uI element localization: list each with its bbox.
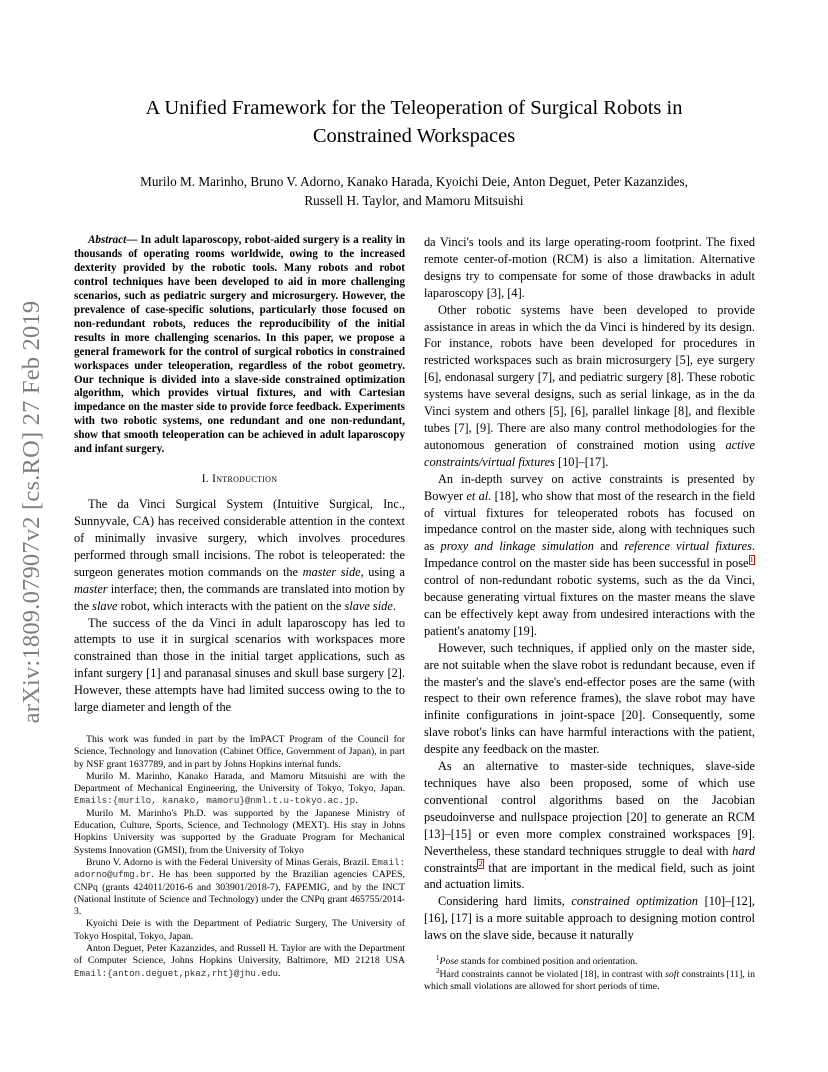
authors-line-2: Russell H. Taylor, and Mamoru Mitsuishi <box>304 193 524 208</box>
funding-footnote: This work was funded in part by the ImPACT Program of the Council for Science, Technology and Innovation (Cabinet Office, Government of Japan), in part by NSF grant 1637789, and in part by Johns Hopkins internal funds. <box>74 733 405 770</box>
emphasis: slave side <box>344 598 393 613</box>
emphasis: Pose <box>439 956 459 967</box>
left-footnotes <box>74 734 405 980</box>
abstract-dash: — <box>126 234 141 246</box>
affiliation-footnote-ufmg <box>74 857 405 918</box>
right-footnotes <box>424 953 755 994</box>
emphasis: proxy and linkage simulation <box>440 539 594 554</box>
text-run: and <box>593 539 625 554</box>
right-paragraph-0: da Vinci's tools and its large operating-room footprint. The fixed remote center-of-motion (RCM) is also a limitation. Alternative designs try to compensate for some of those drawbacks in adult laparoscopy [3], [4]. <box>424 235 755 300</box>
footnote-1 <box>424 953 755 969</box>
right-paragraph-5 <box>424 893 755 944</box>
text-run: Anton Deguet, Peter Kazanzides, and Russell H. Taylor are with the Department of Computer Science, Johns Hopkins University, Baltimore, MD 21218 USA <box>74 942 405 967</box>
arxiv-sidebar <box>14 262 50 762</box>
footnote-marker: 1 <box>436 953 440 962</box>
text-run: . He has been supported by the Brazilian agencies CAPES, CNPq (grants 424011/2016-6 and 303901/2018-7), FAPEMIG, and by the INCT (National Institute of Science and Technology) under the CNPq grant 465755/2014-3. <box>74 869 405 918</box>
text-run: Other robotic systems have been developed to provide assistance in areas in which the da Vinci is hindered by its design. For instance, robots have been developed for procedures in restricted workspaces such as brain microsurgery [5], eye surgery [6], endonasal surgery [7], and pediatric surgery [8]. These robotic systems have several designs, such as serial linkage, as in the da Vinci system and others [5], [6], parallel linkage [8], and flexible tubes [7], [9]. There are also many control methodologies for the autonomous generation of constrained motion using <box>424 302 755 452</box>
paper-title <box>60 94 768 150</box>
support-footnote-mext: Murilo M. Marinho's Ph.D. was supported by the Japanese Ministry of Education, Culture, Sports, Science, and Technology (MEXT). His stay in Johns Hopkins University was supported by the Graduate Program for Mechanical Systems Innovation (GMSI), from the University of Tokyo <box>74 807 405 856</box>
intro-paragraph-2: The success of the da Vinci in adult laparoscopy has led to attempts to use it in surgical scenarios with workspaces more constrained than those in the initial target applications, such as infant surgery [1] and paranasal sinuses and skull base surgery [2]. However, these attempts have had limited success owing to the to large diameter and length of the <box>74 615 405 715</box>
right-column <box>424 234 755 944</box>
right-paragraph-3: However, such techniques, if applied only on the master side, are not suitable when the slave robot is redundant because, even if the master's and the slave's end-effector poses are the same (with respect to their own reference frames), the slave robot may have infinite configurations in joint-space [20]. Consequently, some slave robot's links can have harmful interactions with the patient, despite any feedback on the master. <box>424 640 755 757</box>
text-run: constraints <box>424 860 478 875</box>
text-run: stands for combined position and orientation. <box>458 956 638 967</box>
text-run: constraints [11], in which small violations are allowed for short periods of time. <box>424 968 755 993</box>
affiliation-footnote-tokyo <box>74 771 405 808</box>
emphasis: et al. <box>466 488 492 503</box>
abstract-label: Abstract <box>88 234 127 246</box>
intro-paragraph-1 <box>74 496 405 614</box>
abstract <box>74 234 405 457</box>
email-address[interactable]: Email: adorno@ufmg.br <box>74 856 405 881</box>
emphasis: slave <box>92 598 118 613</box>
arxiv-identifier: arXiv:1809.07907v2 [cs.RO] 27 Feb 2019 <box>18 300 45 724</box>
text-run: robot, which interacts with the patient on the <box>117 598 345 613</box>
section-heading-introduction <box>74 471 405 488</box>
text-run: The da Vinci Surgical System (Intuitive Surgical, Inc., Sunnyvale, CA) has received considerable attention in the context of minimally invasive surgery, which involves procedures performed through small incisions. The robot is teleoperated: the surgeon generates motion commands on the <box>74 497 405 579</box>
text-run: that are important in the medical field, such as joint and actuation limits. <box>424 860 755 892</box>
text-run: [10]–[12], [16], [17] is a more suitable approach to designing motion control laws on the slave side, because it naturally <box>424 894 755 943</box>
text-run: interface; then, the commands are translated into motion by the <box>74 581 405 613</box>
text-run: [10]–[17]. <box>554 454 609 469</box>
text-run: using a <box>363 564 405 579</box>
text-run: An in-depth survey on active constraints is presented by Bowyer <box>424 471 755 503</box>
footnote-marker: 2 <box>436 966 440 975</box>
title-line-2: Constrained Workspaces <box>312 125 516 147</box>
section-number: I. <box>201 473 213 486</box>
emphasis: active constraints/virtual fixtures <box>424 437 755 469</box>
emphasis: master <box>74 581 108 596</box>
text-run: Bruno V. Adorno is with the Federal University of Minas Gerais, Brazil. <box>86 856 372 868</box>
emphasis: master side, <box>302 564 364 579</box>
text-run: Murilo M. Marinho, Kanako Harada, and Mamoru Mitsuishi are with the Department of Mechanical Engineering, the University of Tokyo, Tokyo, Japan. <box>74 770 405 795</box>
author-list <box>60 172 768 210</box>
email-address[interactable]: Email:{anton.deguet,pkaz,rht}@jhu.edu <box>74 967 278 979</box>
text-run: . <box>278 967 281 979</box>
abstract-text: In adult laparoscopy, robot-aided surgery is a reality in thousands of operating rooms worldwide, owing to the increased dexterity provided by the robotic tools. Many robots and robot control techniques have been developed to aid in more challenging scenarios, such as pediatric surgery and microsurgery. However, the prevalence of case-specific solutions, particularly those focused on non-redundant robots, reduces the reproducibility of the initial results in more challenging scenarios. In this paper, we propose a general framework for the control of surgical robotics in constrained workspaces under teleoperation, regardless of the robot geometry. Our technique is divided into a slave-side constrained optimization algorithm, which provides virtual fixtures, and with Cartesian impedance on the master side to provide force feedback. Experiments with two robotic systems, one redundant and one non-redundant, show that smooth teleoperation can be achieved in adult laparoscopy and infant surgery. <box>74 234 405 456</box>
affiliation-footnote-hospital: Kyoichi Deie is with the Department of Pediatric Surgery, The University of Tokyo Hospital, Tokyo, Japan. <box>74 918 405 942</box>
emphasis: soft <box>665 968 680 980</box>
text-run: [18], who show that most of the research in the field of virtual fixtures for teleoperated robots has focused on impedance control on the master side, along with techniques such as <box>424 488 755 554</box>
text-run: Considering hard limits, <box>438 894 572 909</box>
title-line-1: A Unified Framework for the Teleoperation of Surgical Robots in <box>145 97 683 119</box>
text-run: Hard constraints cannot be violated [18], in contrast with <box>439 968 666 980</box>
left-column <box>74 234 405 980</box>
right-paragraph-1 <box>424 302 755 471</box>
emphasis: hard <box>732 843 755 858</box>
section-title: Introduction <box>212 473 278 486</box>
text-run: . <box>355 795 358 807</box>
authors-line-1: Murilo M. Marinho, Bruno V. Adorno, Kanako Harada, Kyoichi Deie, Anton Deguet, Peter Kazanzides, <box>140 174 688 189</box>
emphasis: constrained optimization <box>571 894 698 909</box>
text-run: control of non-redundant robotic systems, such as the da Vinci, because generating virtual fixtures on the master means the slave can be effectively kept away from undesired interactions with the patient's anatomy [19]. <box>424 573 755 638</box>
text-run: . Impedance control on the master side has been successful in pose <box>424 539 755 571</box>
right-paragraph-2 <box>424 471 755 640</box>
right-paragraph-4 <box>424 758 755 893</box>
emphasis: reference virtual fixtures <box>624 539 752 554</box>
affiliation-footnote-jhu <box>74 943 405 980</box>
footnote-2 <box>424 966 755 994</box>
text-run: . <box>392 598 396 613</box>
text-run: As an alternative to master-side techniques, slave-side techniques have also been proposed, some of which use conventional control algorithms based on the Jacobian pseudoinverse and nullspace projection [20] to generate an RCM [13]–[15] or even more complex constrained workspaces [9]. Nevertheless, these standard techniques struggle to deal with <box>424 759 755 858</box>
footnote-ref-2[interactable]: 2 <box>478 860 483 869</box>
email-address[interactable]: Emails:{murilo, kanako, mamoru}@nml.t.u-tokyo.ac.jp <box>74 795 356 807</box>
footnote-ref-1[interactable]: 1 <box>750 556 754 565</box>
